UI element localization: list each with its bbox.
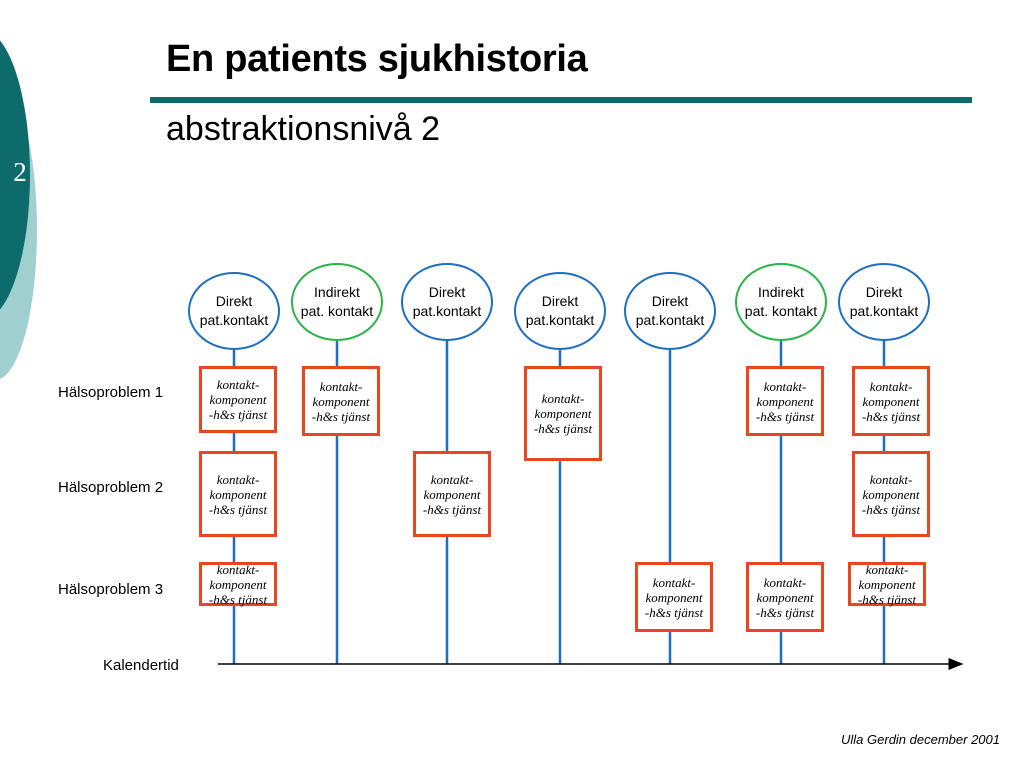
contact-oval-indirect	[291, 263, 383, 341]
row-label-halsoproblem-3: Hälsoproblem 3	[58, 581, 164, 598]
contact-component	[199, 451, 277, 537]
time-axis-label: Kalendertid	[103, 657, 179, 674]
contact-kind-label: pat.kontakt	[849, 303, 919, 319]
component-line-3: -h&s tjänst	[208, 407, 268, 422]
contact-type-label: Direkt	[865, 284, 903, 300]
component-line-3: -h&s tjänst	[861, 408, 921, 424]
component-line-2: komponent	[858, 576, 916, 592]
contact-kind-label: pat. kontakt	[300, 303, 374, 319]
contact-kind-label: pat.kontakt	[412, 303, 482, 319]
component-line-2: komponent	[312, 393, 370, 409]
contact-kind-label: pat.kontakt	[635, 312, 705, 328]
contact-type-label: Indirekt	[758, 284, 804, 300]
contact-component	[746, 562, 824, 632]
component-line-3: -h&s tjänst	[755, 604, 815, 620]
component-line-1: kontakt-	[430, 471, 474, 487]
contact-type-label: Indirekt	[314, 284, 360, 300]
contact-component	[199, 562, 277, 606]
contact-component	[635, 562, 713, 632]
component-line-2: komponent	[209, 486, 267, 502]
component-line-2: komponent	[209, 576, 267, 592]
component-line-1: kontakt-	[541, 391, 585, 406]
contact-oval-indirect	[735, 263, 827, 341]
contact-component	[413, 451, 491, 537]
contact-kind-label: pat. kontakt	[744, 303, 818, 319]
contact-component	[852, 451, 930, 537]
component-line-1: kontakt-	[869, 471, 913, 487]
component-line-2: komponent	[209, 392, 267, 407]
component-line-1: kontakt-	[216, 471, 260, 487]
contact-type-label: Direkt	[541, 293, 579, 309]
component-line-3: -h&s tjänst	[533, 421, 593, 436]
component-line-2: komponent	[862, 486, 920, 502]
component-line-3: -h&s tjänst	[208, 591, 268, 607]
footer-credit: Ulla Gerdin december 2001	[841, 732, 1000, 747]
component-line-3: -h&s tjänst	[755, 408, 815, 424]
contact-component	[852, 366, 930, 436]
component-line-2: komponent	[756, 393, 814, 409]
component-line-1: kontakt-	[319, 378, 363, 394]
row-label-halsoproblem-1: Hälsoproblem 1	[58, 384, 164, 401]
component-line-2: komponent	[645, 589, 703, 605]
page-subtitle: abstraktionsnivå 2	[166, 110, 441, 148]
contact-component	[199, 366, 277, 433]
contact-kind-label: pat.kontakt	[199, 312, 269, 328]
contact-component	[848, 562, 926, 606]
page-title: En patients sjukhistoria	[166, 38, 588, 80]
row-label-halsoproblem-2: Hälsoproblem 2	[58, 479, 164, 496]
contact-type-label: Direkt	[651, 293, 689, 309]
component-line-2: komponent	[423, 486, 481, 502]
component-line-2: komponent	[862, 393, 920, 409]
component-line-1: kontakt-	[869, 378, 913, 394]
component-line-3: -h&s tjänst	[644, 604, 704, 620]
contact-oval-direct	[514, 272, 606, 350]
contact-oval-direct	[624, 272, 716, 350]
component-line-2: komponent	[756, 589, 814, 605]
contact-kind-label: pat.kontakt	[525, 312, 595, 328]
component-line-1: kontakt-	[763, 574, 807, 590]
slide-number: 2	[13, 157, 27, 187]
component-line-3: -h&s tjänst	[311, 408, 371, 424]
contact-oval-direct	[188, 272, 280, 350]
contact-oval-direct	[838, 263, 930, 341]
component-line-3: -h&s tjänst	[861, 501, 921, 517]
component-line-1: kontakt-	[865, 561, 909, 577]
component-line-3: -h&s tjänst	[208, 501, 268, 517]
component-line-1: kontakt-	[216, 561, 260, 577]
component-line-1: kontakt-	[216, 377, 260, 392]
component-line-1: kontakt-	[763, 378, 807, 394]
contact-type-label: Direkt	[428, 284, 466, 300]
contact-oval-direct	[401, 263, 493, 341]
component-line-3: -h&s tjänst	[857, 591, 917, 607]
contact-component	[302, 366, 380, 436]
contact-type-label: Direkt	[215, 293, 253, 309]
component-line-2: komponent	[534, 406, 592, 421]
component-line-1: kontakt-	[652, 574, 696, 590]
component-line-3: -h&s tjänst	[422, 501, 482, 517]
contact-component	[746, 366, 824, 436]
contact-component	[524, 366, 602, 461]
